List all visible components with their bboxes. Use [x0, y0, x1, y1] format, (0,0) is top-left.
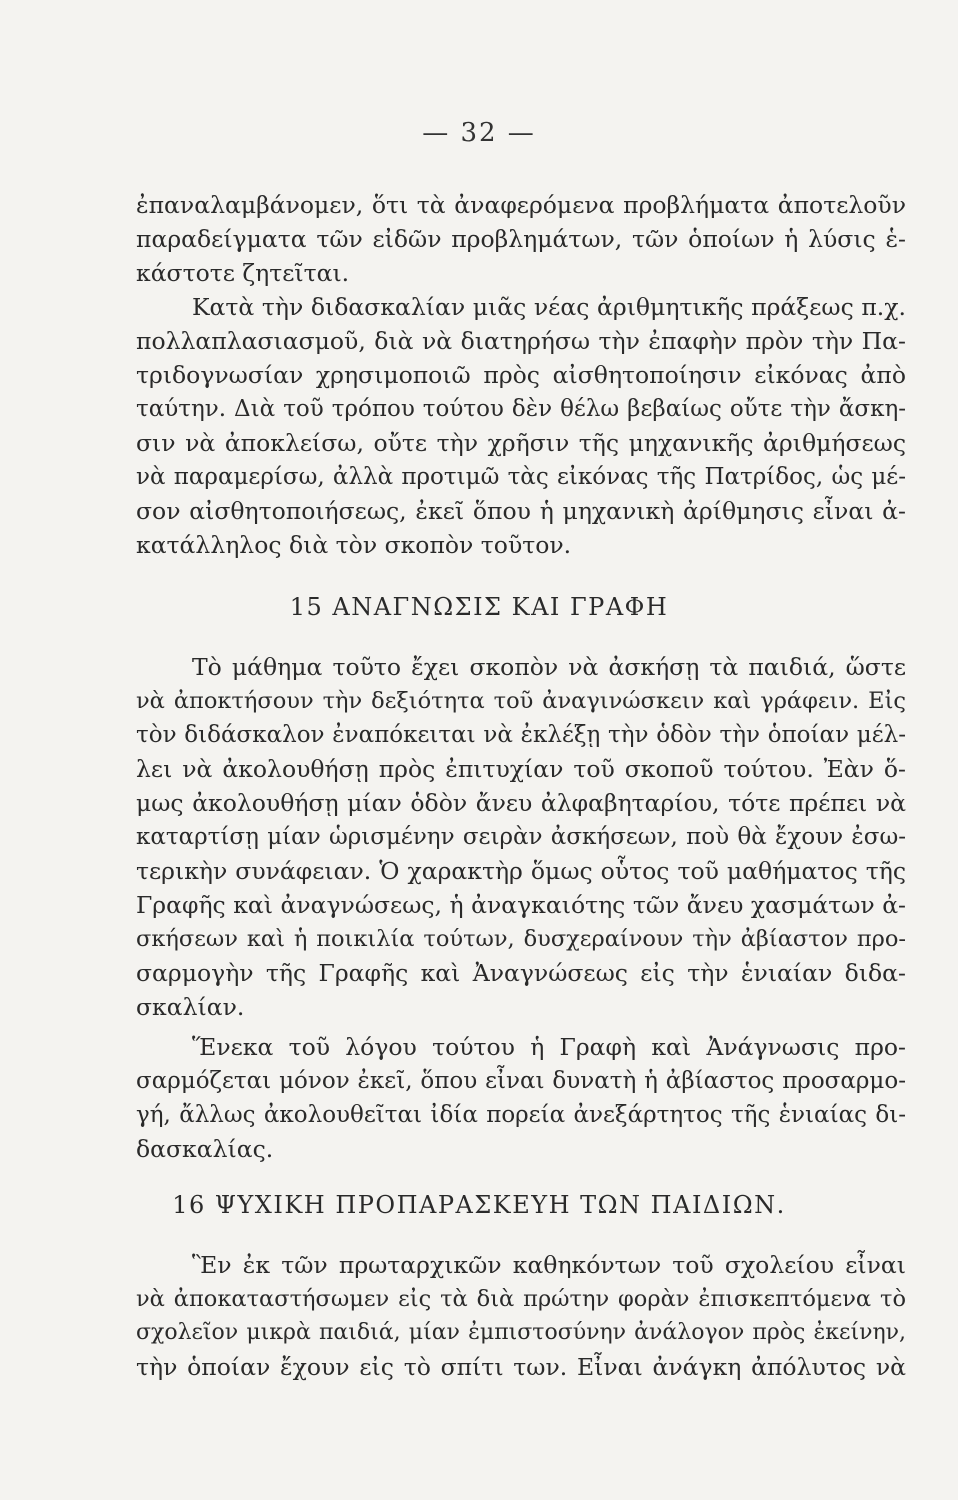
text-line: σχολεῖον μικρὰ παιδιά, μίαν ἐμπιστοσύνην ἀνάλογον πρὸς ἐκείνην,: [136, 1320, 906, 1345]
text-line: τὸν διδάσκαλον ἐναπόκειται νὰ ἐκλέξῃ τὴν ὁδὸν τὴν ὁποίαν μέλ-: [136, 722, 906, 748]
text-line: σον αἰσθητοποιήσεως, ἐκεῖ ὅπου ἡ μηχανικὴ ἀρίθμησις εἶναι ἀ-: [136, 497, 906, 525]
text-line: σκήσεων καὶ ἡ ποικιλία τούτων, δυσχεραίνουν τὴν ἀβίαστον προ-: [136, 926, 906, 952]
page-number: — 32 —: [422, 118, 536, 148]
text-line: τερικὴν συνάφειαν. Ὁ χαρακτὴρ ὅμως οὗτος τοῦ μαθήματος τῆς: [136, 857, 906, 885]
text-line: γή, ἄλλως ἀκολουθεῖται ἰδία πορεία ἀνεξάρτητος τῆς ἑνιαίας δι-: [136, 1102, 906, 1128]
text-line: Κατὰ τὴν διδασκαλίαν μιᾶς νέας ἀριθμητικῆς πράξεως π.χ.: [192, 293, 906, 321]
text-line: σαρμόζεται μόνον ἐκεῖ, ὅπου εἶναι δυνατὴ ἡ ἀβίαστος προσαρμο-: [136, 1068, 906, 1094]
text-line: Ἓν ἐκ τῶν πρωταρχικῶν καθηκόντων τοῦ σχολείου εἶναι: [192, 1251, 906, 1279]
text-line: πολλαπλασιασμοῦ, διὰ νὰ διατηρήσω τὴν ἐπαφὴν πρὸν τὴν Πα-: [136, 327, 906, 355]
text-line: νὰ ἀποκτήσουν τὴν δεξιότητα τοῦ ἀναγινώσκειν καὶ γράφειν. Εἰς: [136, 688, 906, 714]
section-heading-15: 15 ΑΝΑΓΝΩΣΙΣ ΚΑΙ ΓΡΑΦΗ: [289, 593, 669, 621]
text-line: τὴν ὁποίαν ἔχουν εἰς τὸ σπίτι των. Εἶναι ἀνάγκη ἀπόλυτος νὰ: [136, 1353, 906, 1381]
text-line: νὰ παραμερίσω, ἀλλὰ προτιμῶ τὰς εἰκόνας τῆς Πατρίδος, ὡς μέ-: [136, 464, 906, 490]
text-line: δασκαλίας.: [136, 1135, 274, 1163]
text-line: Ἕνεκα τοῦ λόγου τούτου ἡ Γραφὴ καὶ Ἀνάγνωσις προ-: [192, 1033, 906, 1061]
text-line: κατάλληλος διὰ τὸν σκοπὸν τοῦτον.: [136, 531, 572, 559]
text-line: κάστοτε ζητεῖται.: [136, 259, 350, 287]
text-line: Γραφῆς καὶ ἀναγνώσεως, ἡ ἀναγκαιότης τῶν ἄνευ χασμάτων ἀ-: [136, 891, 906, 919]
text-line: λει νὰ ἀκολουθήσῃ πρὸς ἐπιτυχίαν τοῦ σκοποῦ τούτου. Ἐὰν ὅ-: [136, 755, 906, 783]
text-line: νὰ ἀποκαταστήσωμεν εἰς τὰ διὰ πρώτην φορὰν ἐπισκεπτόμενα τὸ: [136, 1286, 906, 1312]
text-line: σκαλίαν.: [136, 993, 245, 1021]
text-line: Τὸ μάθημα τοῦτο ἔχει σκοπὸν νὰ ἀσκήσῃ τὰ παιδιά, ὥστε: [192, 653, 906, 681]
section-heading-16: 16 ΨΥΧΙΚΗ ΠΡΟΠΑΡΑΣΚΕΥΗ ΤΩΝ ΠΑΙΔΙΩΝ.: [172, 1191, 786, 1219]
text-line: σιν νὰ ἀποκλείσω, οὔτε τὴν χρῆσιν τῆς μηχανικῆς ἀριθμήσεως: [136, 429, 906, 457]
text-line: ἐπαναλαμβάνομεν, ὅτι τὰ ἀναφερόμενα προβλήματα ἀποτελοῦν: [136, 191, 906, 219]
text-line: σαρμογὴν τῆς Γραφῆς καὶ Ἀναγνώσεως εἰς τὴν ἑνιαίαν διδα-: [136, 959, 906, 987]
text-line: μως ἀκολουθήσῃ μίαν ὁδὸν ἄνευ ἀλφαβηταρίου, τότε πρέπει νὰ: [136, 789, 906, 817]
text-line: καταρτίσῃ μίαν ὡρισμένην σειρὰν ἀσκήσεων, ποὺ θὰ ἔχουν ἐσω-: [136, 824, 906, 850]
text-line: παραδείγματα τῶν εἰδῶν προβλημάτων, τῶν ὁποίων ἡ λύσις ἑ-: [136, 225, 906, 253]
text-line: ταύτην. Διὰ τοῦ τρόπου τούτου δὲν θέλω βεβαίως οὔτε τὴν ἄσκη-: [136, 396, 906, 422]
text-line: τριδογνωσίαν χρησιμοποιῶ πρὸς αἰσθητοποίησιν εἰκόνας ἀπὸ: [136, 361, 906, 389]
